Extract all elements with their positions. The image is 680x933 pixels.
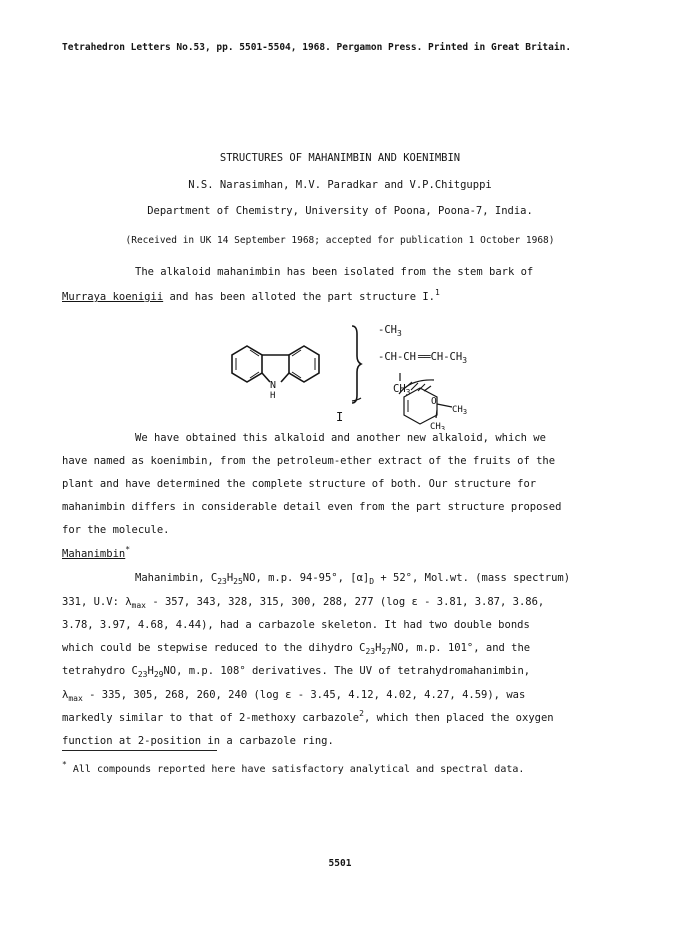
para2-line-4: mahanimbin differs in considerable detail even from the part structure proposed bbox=[62, 501, 562, 513]
footnote-divider bbox=[62, 750, 217, 751]
pyran-methyl-2: $CH_3$ bbox=[430, 422, 446, 430]
para2-line-3: plant and have determined the complete structure of both. Our structure for bbox=[62, 478, 537, 490]
species-name: Murraya koenigii bbox=[62, 291, 164, 303]
page-number: 5501 bbox=[328, 858, 352, 869]
received-note: (Received in UK 14 September 1968; accepted for publication 1 October 1968) bbox=[125, 235, 555, 246]
affiliation: Department of Chemistry, University of Poona, Poona-7, India. bbox=[147, 205, 533, 217]
substituent-methyl: $-CH_3$ bbox=[378, 324, 402, 338]
para3-line-1: Mahanimbin, $C_{23}H_{25}NO$, m.p. 94-95°, $[\alpha]_D + 52^\circ$, Mol.wt. (mass spectrum) bbox=[135, 572, 571, 586]
para3-line-6: $\lambda_{max} - 335$, 305, 268, 260, 240 (log ε - 3.45, 4.12, 4.02, 4.27, 4.59), was bbox=[62, 689, 526, 703]
paper-title: STRUCTURES OF MAHANIMBIN AND KOENIMBIN bbox=[219, 152, 461, 164]
para2-line-2: have named as koenimbin, from the petroleum-ether extract of the fruits of the bbox=[62, 455, 556, 467]
intro-line-1: The alkaloid mahanimbin has been isolated from the stem bark of bbox=[135, 266, 534, 278]
footnote bbox=[62, 760, 525, 775]
pyran-oxygen: O bbox=[431, 396, 437, 407]
authors: N.S. Narasimhan, M.V. Paradkar and V.P.Chitguppi bbox=[188, 179, 492, 191]
structure-label: I bbox=[336, 410, 344, 424]
substituent-butenyl: -CH-CH $══CH-CH_3$ bbox=[378, 351, 468, 365]
journal-header: Tetrahedron Letters No.53, pp. 5501-5504, 1968. Pergamon Press. Printed in Great Britain. bbox=[62, 42, 572, 53]
pyran-methyl-1: $CH_3$ bbox=[452, 405, 468, 416]
section-footnote-mark: * bbox=[125, 545, 131, 554]
para3-line-4: which could be stepwise reduced to the dihydro $C_{23}H_{27}NO$, m.p. 101°, and the bbox=[62, 642, 531, 656]
para3-line-8: function at 2-position in a carbazole ring. bbox=[62, 735, 334, 747]
para2-line-5: for the molecule. bbox=[62, 524, 170, 536]
intro-line-2-rest: and has been alloted the part structure I. bbox=[163, 291, 435, 303]
para2-line-1: We have obtained this alkaloid and another new alkaloid, which we bbox=[135, 432, 546, 444]
footnote-mark: * bbox=[62, 760, 67, 769]
para3-line-2: 331, U.V: $\lambda_{max} - 357$, 343, 328, 315, 300, 288, 277 (log ε - 3.81, 3.87, 3.86, bbox=[62, 596, 545, 610]
para3-line-3: 3.78, 3.97, 4.68, 4.44), had a carbazole skeleton. It had two double bonds bbox=[62, 619, 530, 631]
section-heading: Mahanimbin* bbox=[62, 545, 131, 560]
footnote-text: All compounds reported here have satisfactory analytical and spectral data. bbox=[72, 764, 525, 775]
para3-line-7: markedly similar to that of 2-methoxy carbazole$^2$, which then placed the oxygen bbox=[62, 709, 554, 724]
nh-h-label: H bbox=[270, 391, 276, 401]
ref-1: 1 bbox=[434, 288, 440, 297]
structure-i-diagram bbox=[0, 0, 680, 430]
nh-label: N bbox=[270, 380, 277, 391]
substituent-branch-methyl: $CH_3$ bbox=[393, 383, 411, 397]
para3-line-5: tetrahydro $C_{23}H_{29}NO$, m.p. 108° derivatives. The UV of tetrahydromahanimbin, bbox=[62, 665, 531, 679]
